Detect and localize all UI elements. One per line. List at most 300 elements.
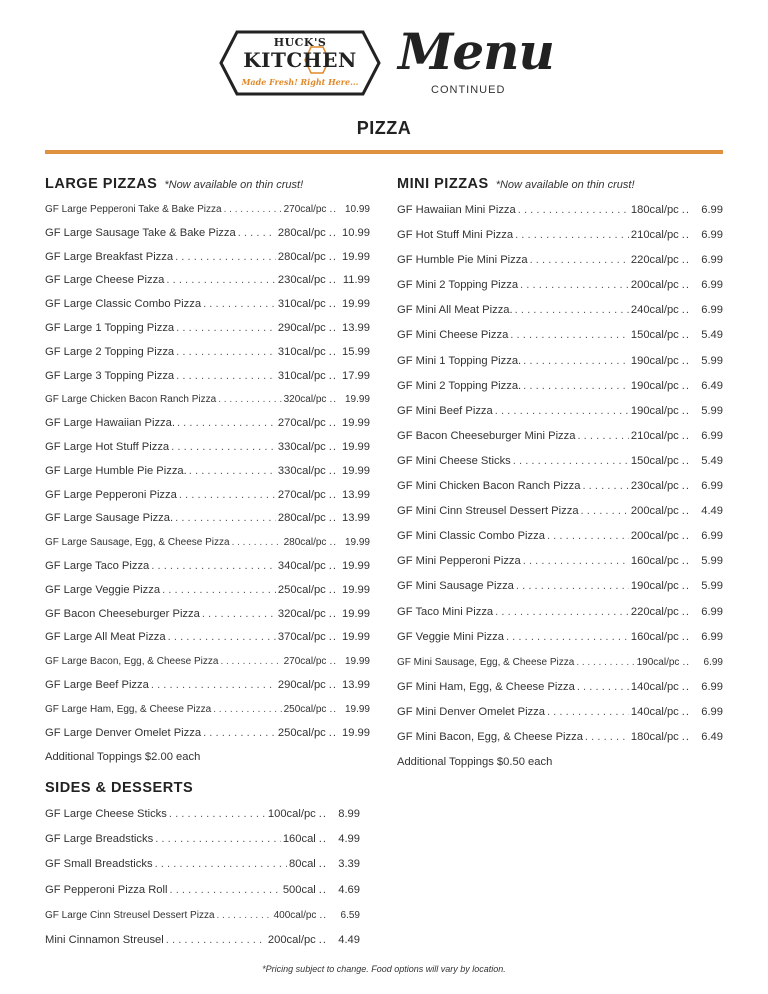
item-calories: 400cal/pc bbox=[273, 909, 317, 921]
item-calories: 500cal bbox=[282, 883, 316, 896]
leader-separator: .. bbox=[318, 933, 327, 946]
leader-dots bbox=[175, 246, 276, 270]
menu-item bbox=[45, 626, 370, 650]
leader-separator: .. bbox=[681, 229, 690, 242]
logo-line2: KITCHEN bbox=[243, 48, 357, 72]
item-name: GF Large Sausage Take & Bake Pizza bbox=[45, 226, 236, 239]
item-name: GF Mini Cinn Streusel Dessert Pizza bbox=[397, 505, 579, 518]
leader-dots bbox=[218, 388, 281, 412]
item-name: GF Large Sausage Pizza. bbox=[45, 512, 174, 525]
leader-dots bbox=[166, 928, 266, 953]
leader-separator: .. bbox=[681, 605, 690, 618]
item-calories: 320cal/pc bbox=[283, 394, 327, 406]
item-calories: 280cal/pc bbox=[277, 512, 326, 525]
item-calories: 330cal/pc bbox=[277, 440, 326, 453]
item-price: 5.99 bbox=[701, 354, 723, 367]
item-calories: 210cal/pc bbox=[630, 229, 679, 242]
leader-dots bbox=[203, 293, 276, 317]
item-calories: 290cal/pc bbox=[277, 678, 326, 691]
item-price: 6.99 bbox=[701, 705, 723, 718]
item-calories: 180cal/pc bbox=[630, 730, 679, 743]
item-price: 19.99 bbox=[342, 726, 370, 739]
leader-dots bbox=[176, 365, 276, 389]
item-price: 19.99 bbox=[342, 631, 370, 644]
menu-subtitle: CONTINUED bbox=[431, 84, 506, 96]
leader-separator: .. bbox=[328, 512, 337, 525]
leader-dots bbox=[576, 650, 634, 675]
item-name: GF Large Breadsticks bbox=[45, 833, 154, 846]
leader-separator: .. bbox=[318, 858, 327, 871]
item-name: Mini Cinnamon Streusel bbox=[45, 933, 164, 946]
menu-item bbox=[397, 725, 723, 750]
item-price: 6.99 bbox=[701, 304, 723, 317]
item-calories: 200cal/pc bbox=[267, 933, 316, 946]
leader-separator: .. bbox=[681, 730, 690, 743]
sides-desserts-list bbox=[45, 802, 360, 953]
leader-dots bbox=[238, 222, 276, 246]
item-price: 19.99 bbox=[342, 250, 370, 263]
item-calories: 150cal/pc bbox=[630, 454, 679, 467]
leader-separator: .. bbox=[328, 464, 337, 477]
menu-item bbox=[397, 424, 723, 449]
leader-dots bbox=[530, 248, 629, 273]
leader-separator: .. bbox=[329, 703, 337, 715]
item-calories: 190cal/pc bbox=[630, 354, 679, 367]
menu-item bbox=[45, 388, 370, 412]
item-price: 19.99 bbox=[342, 440, 370, 453]
item-calories: 180cal/pc bbox=[630, 204, 679, 216]
leader-separator: .. bbox=[328, 726, 337, 739]
menu-item bbox=[397, 650, 723, 675]
item-calories: 320cal/pc bbox=[277, 607, 326, 620]
leader-dots bbox=[179, 484, 276, 508]
sides-desserts-heading bbox=[45, 780, 360, 802]
leader-separator: .. bbox=[328, 417, 337, 430]
item-calories: 160cal/pc bbox=[630, 555, 679, 568]
item-price: 6.99 bbox=[701, 229, 723, 242]
item-name: GF Mini 2 Topping Pizza bbox=[397, 279, 519, 292]
item-calories: 270cal/pc bbox=[283, 204, 327, 215]
category-title: SIDES & DESSERTS bbox=[45, 780, 194, 796]
leader-separator: .. bbox=[681, 354, 690, 367]
menu-item bbox=[397, 675, 723, 700]
leader-dots bbox=[515, 223, 629, 248]
leader-separator: .. bbox=[681, 254, 690, 267]
menu-title: Menu bbox=[398, 22, 554, 81]
leader-separator: .. bbox=[328, 369, 337, 382]
leader-dots bbox=[516, 574, 629, 599]
item-price: 19.99 bbox=[342, 417, 370, 430]
item-price: 6.99 bbox=[701, 530, 723, 543]
item-name: GF Mini Bacon, Egg, & Cheese Pizza bbox=[397, 730, 583, 743]
leader-dots bbox=[506, 625, 629, 650]
item-price: 6.99 bbox=[701, 630, 723, 643]
item-calories: 310cal/pc bbox=[277, 298, 326, 311]
item-calories: 80cal bbox=[289, 858, 316, 871]
item-calories: 280cal/pc bbox=[277, 250, 326, 263]
menu-item bbox=[45, 365, 370, 389]
menu-item bbox=[397, 298, 723, 323]
leader-separator: .. bbox=[681, 480, 690, 493]
item-price: 5.99 bbox=[701, 555, 723, 568]
item-calories: 250cal/pc bbox=[277, 726, 326, 739]
additional-toppings-note: Additional Toppings $0.50 each bbox=[397, 756, 553, 769]
menu-item bbox=[45, 198, 370, 222]
item-name: GF Humble Pie Mini Pizza bbox=[397, 254, 528, 267]
item-calories: 140cal/pc bbox=[630, 680, 679, 693]
leader-dots bbox=[220, 650, 281, 674]
logo-tagline: Made Fresh! Right Here... bbox=[241, 77, 359, 87]
leader-separator: .. bbox=[682, 656, 690, 668]
item-name: GF Pepperoni Pizza Roll bbox=[45, 883, 168, 896]
menu-item bbox=[45, 650, 370, 674]
menu-item bbox=[45, 852, 360, 877]
item-name: GF Large Cinn Streusel Dessert Pizza bbox=[45, 909, 215, 921]
item-price: 13.99 bbox=[342, 512, 370, 525]
leader-dots bbox=[202, 603, 276, 627]
item-price: 15.99 bbox=[342, 345, 370, 358]
item-name: GF Large Denver Omelet Pizza bbox=[45, 726, 202, 739]
menu-item bbox=[397, 323, 723, 348]
item-price: 19.99 bbox=[342, 583, 370, 596]
item-name: GF Mini Cheese Pizza bbox=[397, 329, 509, 342]
item-name: GF Mini Chicken Bacon Ranch Pizza bbox=[397, 480, 581, 493]
leader-separator: .. bbox=[328, 559, 337, 572]
item-price: 6.49 bbox=[701, 730, 723, 743]
leader-separator: .. bbox=[681, 329, 690, 342]
leader-separator: .. bbox=[681, 304, 690, 317]
item-price: 10.99 bbox=[344, 204, 370, 215]
item-name: GF Hawaiian Mini Pizza bbox=[397, 204, 516, 216]
menu-item bbox=[45, 555, 370, 579]
item-name: GF Mini Classic Combo Pizza bbox=[397, 530, 545, 543]
item-price: 19.99 bbox=[342, 559, 370, 572]
item-calories: 220cal/pc bbox=[630, 605, 679, 618]
item-name: GF Large Cheese Pizza bbox=[45, 274, 165, 287]
item-price: 8.99 bbox=[338, 808, 360, 820]
menu-item bbox=[397, 574, 723, 599]
leader-dots bbox=[176, 317, 276, 341]
item-name: GF Mini Beef Pizza bbox=[397, 404, 493, 417]
large-pizzas-heading bbox=[45, 176, 370, 198]
item-calories: 370cal/pc bbox=[277, 631, 326, 644]
leader-separator: .. bbox=[318, 883, 327, 896]
item-name: GF Large Humble Pie Pizza. bbox=[45, 464, 187, 477]
item-name: GF Mini 1 Topping Pizza. bbox=[397, 354, 522, 367]
leader-separator: .. bbox=[329, 537, 337, 549]
item-price: 5.49 bbox=[701, 329, 723, 342]
section-divider bbox=[45, 150, 723, 154]
pricing-disclaimer: *Pricing subject to change. Food options will vary by location. bbox=[262, 964, 506, 974]
leader-separator: .. bbox=[328, 440, 337, 453]
item-name: GF Large Cheese Sticks bbox=[45, 808, 167, 820]
leader-separator: .. bbox=[328, 250, 337, 263]
sides-desserts-section bbox=[45, 780, 360, 953]
item-calories: 200cal/pc bbox=[630, 505, 679, 518]
item-price: 6.99 bbox=[701, 204, 723, 216]
item-price: 6.99 bbox=[701, 254, 723, 267]
item-calories: 270cal/pc bbox=[277, 417, 326, 430]
leader-separator: .. bbox=[328, 678, 337, 691]
item-name: GF Large Beef Pizza bbox=[45, 678, 149, 691]
item-calories: 200cal/pc bbox=[630, 279, 679, 292]
leader-dots bbox=[169, 802, 266, 827]
item-price: 5.99 bbox=[701, 580, 723, 593]
menu-item bbox=[397, 524, 723, 549]
menu-item bbox=[397, 449, 723, 474]
item-name: GF Small Breadsticks bbox=[45, 858, 153, 871]
menu-item bbox=[45, 222, 370, 246]
item-name: GF Large Veggie Pizza bbox=[45, 583, 161, 596]
menu-item bbox=[397, 625, 723, 650]
item-name: GF Large Sausage, Egg, & Cheese Pizza bbox=[45, 537, 230, 549]
leader-separator: .. bbox=[329, 204, 337, 215]
category-title: MINI PIZZAS bbox=[397, 176, 489, 192]
item-calories: 190cal/pc bbox=[636, 656, 680, 668]
menu-item bbox=[397, 198, 723, 223]
leader-dots bbox=[520, 273, 629, 298]
item-name: GF Mini All Meat Pizza. bbox=[397, 304, 513, 317]
item-calories: 310cal/pc bbox=[277, 369, 326, 382]
item-calories: 290cal/pc bbox=[277, 321, 326, 334]
leader-dots bbox=[581, 499, 629, 524]
leader-separator: .. bbox=[328, 488, 337, 501]
item-name: GF Hot Stuff Mini Pizza bbox=[397, 229, 514, 242]
item-price: 19.99 bbox=[344, 537, 370, 549]
menu-item bbox=[45, 507, 370, 531]
item-price: 19.99 bbox=[344, 656, 370, 668]
leader-separator: .. bbox=[681, 630, 690, 643]
menu-item bbox=[45, 579, 370, 603]
leader-separator: .. bbox=[328, 274, 337, 287]
item-name: GF Mini Denver Omelet Pizza bbox=[397, 705, 545, 718]
leader-dots bbox=[510, 323, 629, 348]
item-price: 19.99 bbox=[342, 298, 370, 311]
leader-separator: .. bbox=[681, 279, 690, 292]
leader-dots bbox=[166, 269, 275, 293]
menu-item bbox=[45, 246, 370, 270]
leader-separator: .. bbox=[329, 394, 337, 406]
item-price: 6.99 bbox=[701, 605, 723, 618]
leader-dots bbox=[168, 626, 276, 650]
item-calories: 190cal/pc bbox=[630, 379, 679, 392]
leader-separator: .. bbox=[318, 808, 327, 820]
leader-separator: .. bbox=[328, 345, 337, 358]
leader-separator: .. bbox=[681, 705, 690, 718]
menu-item bbox=[397, 248, 723, 273]
leader-dots bbox=[213, 698, 281, 722]
item-name: GF Mini Sausage Pizza bbox=[397, 580, 514, 593]
leader-separator: .. bbox=[318, 833, 327, 846]
menu-item bbox=[45, 436, 370, 460]
item-calories: 150cal/pc bbox=[630, 329, 679, 342]
leader-separator: .. bbox=[681, 580, 690, 593]
menu-header bbox=[0, 22, 768, 112]
menu-item bbox=[45, 698, 370, 722]
leader-separator: .. bbox=[681, 680, 690, 693]
item-price: 13.99 bbox=[342, 321, 370, 334]
menu-item bbox=[397, 600, 723, 625]
leader-dots bbox=[224, 198, 282, 222]
leader-dots bbox=[518, 198, 629, 223]
leader-separator: .. bbox=[319, 909, 327, 921]
item-calories: 250cal/pc bbox=[277, 583, 326, 596]
item-calories: 280cal/pc bbox=[277, 226, 326, 239]
item-price: 5.49 bbox=[701, 454, 723, 467]
item-name: GF Mini Cheese Sticks bbox=[397, 454, 511, 467]
item-calories: 310cal/pc bbox=[277, 345, 326, 358]
item-name: GF Large All Meat Pizza bbox=[45, 631, 166, 644]
menu-item bbox=[45, 531, 370, 555]
item-price: 6.99 bbox=[701, 680, 723, 693]
leader-dots bbox=[217, 903, 272, 928]
mini-pizzas-column bbox=[397, 176, 723, 774]
leader-dots bbox=[515, 298, 629, 323]
leader-separator: .. bbox=[681, 555, 690, 568]
leader-dots bbox=[523, 374, 629, 399]
menu-item bbox=[45, 878, 360, 903]
item-name: GF Bacon Cheeseburger Mini Pizza bbox=[397, 429, 576, 442]
leader-dots bbox=[171, 436, 276, 460]
menu-item bbox=[45, 412, 370, 436]
leader-separator: .. bbox=[328, 298, 337, 311]
item-price: 10.99 bbox=[342, 226, 370, 239]
item-price: 5.99 bbox=[701, 404, 723, 417]
item-name: GF Large Taco Pizza bbox=[45, 559, 150, 572]
leader-separator: .. bbox=[681, 530, 690, 543]
leader-dots bbox=[189, 460, 276, 484]
large-pizzas-column bbox=[45, 176, 370, 769]
leader-dots bbox=[547, 524, 629, 549]
menu-item bbox=[397, 700, 723, 725]
item-name: GF Large Ham, Egg, & Cheese Pizza bbox=[45, 703, 212, 715]
leader-dots bbox=[175, 507, 276, 531]
leader-dots bbox=[155, 852, 287, 877]
leader-dots bbox=[232, 531, 282, 555]
item-price: 19.99 bbox=[342, 607, 370, 620]
menu-item bbox=[45, 674, 370, 698]
leader-separator: .. bbox=[681, 404, 690, 417]
leader-dots bbox=[523, 549, 629, 574]
item-name: GF Large Pepperoni Pizza bbox=[45, 488, 177, 501]
leader-separator: .. bbox=[328, 631, 337, 644]
item-price: 6.99 bbox=[701, 279, 723, 292]
leader-dots bbox=[495, 399, 629, 424]
item-calories: 250cal/pc bbox=[283, 703, 327, 715]
item-calories: 190cal/pc bbox=[630, 580, 679, 593]
item-name: GF Taco Mini Pizza bbox=[397, 605, 494, 618]
leader-separator: .. bbox=[681, 379, 690, 392]
menu-item bbox=[45, 293, 370, 317]
category-note: *Now available on thin crust! bbox=[495, 179, 635, 191]
item-calories: 210cal/pc bbox=[630, 429, 679, 442]
leader-dots bbox=[585, 725, 629, 750]
item-name: GF Large Pepperoni Take & Bake Pizza bbox=[45, 204, 222, 215]
item-name: GF Bacon Cheeseburger Pizza bbox=[45, 607, 200, 620]
item-price: 6.99 bbox=[701, 429, 723, 442]
category-title: LARGE PIZZAS bbox=[45, 176, 158, 192]
item-name: GF Mini Ham, Egg, & Cheese Pizza bbox=[397, 680, 575, 693]
item-price: 13.99 bbox=[342, 678, 370, 691]
leader-dots bbox=[151, 555, 276, 579]
leader-dots bbox=[177, 412, 276, 436]
leader-dots bbox=[495, 600, 629, 625]
item-price: 19.99 bbox=[344, 703, 370, 715]
menu-item bbox=[397, 223, 723, 248]
menu-item bbox=[45, 827, 360, 852]
leader-dots bbox=[513, 449, 629, 474]
item-calories: 280cal/pc bbox=[283, 537, 327, 549]
menu-item bbox=[397, 374, 723, 399]
leader-dots bbox=[582, 474, 628, 499]
leader-dots bbox=[151, 674, 276, 698]
leader-separator: .. bbox=[328, 583, 337, 596]
item-name: GF Large Hot Stuff Pizza bbox=[45, 440, 170, 453]
item-name: GF Large Classic Combo Pizza bbox=[45, 298, 202, 311]
menu-item bbox=[397, 474, 723, 499]
menu-item bbox=[397, 549, 723, 574]
item-calories: 340cal/pc bbox=[277, 559, 326, 572]
logo-line1: HUCK'S bbox=[273, 36, 327, 49]
menu-item bbox=[45, 603, 370, 627]
menu-item bbox=[45, 317, 370, 341]
item-price: 6.49 bbox=[701, 379, 723, 392]
item-price: 17.99 bbox=[342, 369, 370, 382]
leader-dots bbox=[523, 349, 629, 374]
leader-dots bbox=[176, 341, 276, 365]
leader-separator: .. bbox=[681, 204, 690, 216]
leader-dots bbox=[162, 579, 276, 603]
item-price: 4.49 bbox=[338, 933, 360, 946]
item-price: 4.99 bbox=[338, 833, 360, 846]
menu-item bbox=[45, 928, 360, 953]
item-name: GF Large Chicken Bacon Ranch Pizza bbox=[45, 394, 217, 406]
menu-item bbox=[397, 273, 723, 298]
menu-item bbox=[397, 349, 723, 374]
menu-item bbox=[45, 460, 370, 484]
item-price: 6.59 bbox=[340, 909, 360, 921]
leader-dots bbox=[577, 424, 628, 449]
item-calories: 330cal/pc bbox=[277, 464, 326, 477]
menu-item bbox=[45, 269, 370, 293]
leader-dots bbox=[203, 722, 276, 746]
menu-item bbox=[45, 484, 370, 508]
leader-dots bbox=[170, 878, 281, 903]
menu-item bbox=[397, 499, 723, 524]
item-price: 6.99 bbox=[703, 656, 723, 668]
item-calories: 240cal/pc bbox=[630, 304, 679, 317]
item-price: 19.99 bbox=[344, 394, 370, 406]
leader-separator: .. bbox=[329, 656, 337, 668]
item-calories: 100cal/pc bbox=[267, 808, 316, 820]
leader-separator: .. bbox=[681, 505, 690, 518]
item-name: GF Large 3 Topping Pizza bbox=[45, 369, 175, 382]
item-price: 11.99 bbox=[342, 274, 370, 287]
item-calories: 200cal/pc bbox=[630, 530, 679, 543]
item-name: GF Large Bacon, Egg, & Cheese Pizza bbox=[45, 656, 219, 668]
item-price: 6.99 bbox=[701, 480, 723, 493]
item-name: GF Mini 2 Topping Pizza. bbox=[397, 379, 522, 392]
leader-separator: .. bbox=[681, 454, 690, 467]
menu-item bbox=[45, 903, 360, 928]
item-name: GF Large 2 Topping Pizza bbox=[45, 345, 175, 358]
leader-separator: .. bbox=[681, 429, 690, 442]
large-pizzas-list bbox=[45, 198, 370, 745]
item-name: GF Mini Pepperoni Pizza bbox=[397, 555, 521, 568]
item-calories: 160cal/pc bbox=[630, 630, 679, 643]
item-name: GF Large Hawaiian Pizza. bbox=[45, 417, 175, 430]
mini-pizzas-list bbox=[397, 198, 723, 750]
